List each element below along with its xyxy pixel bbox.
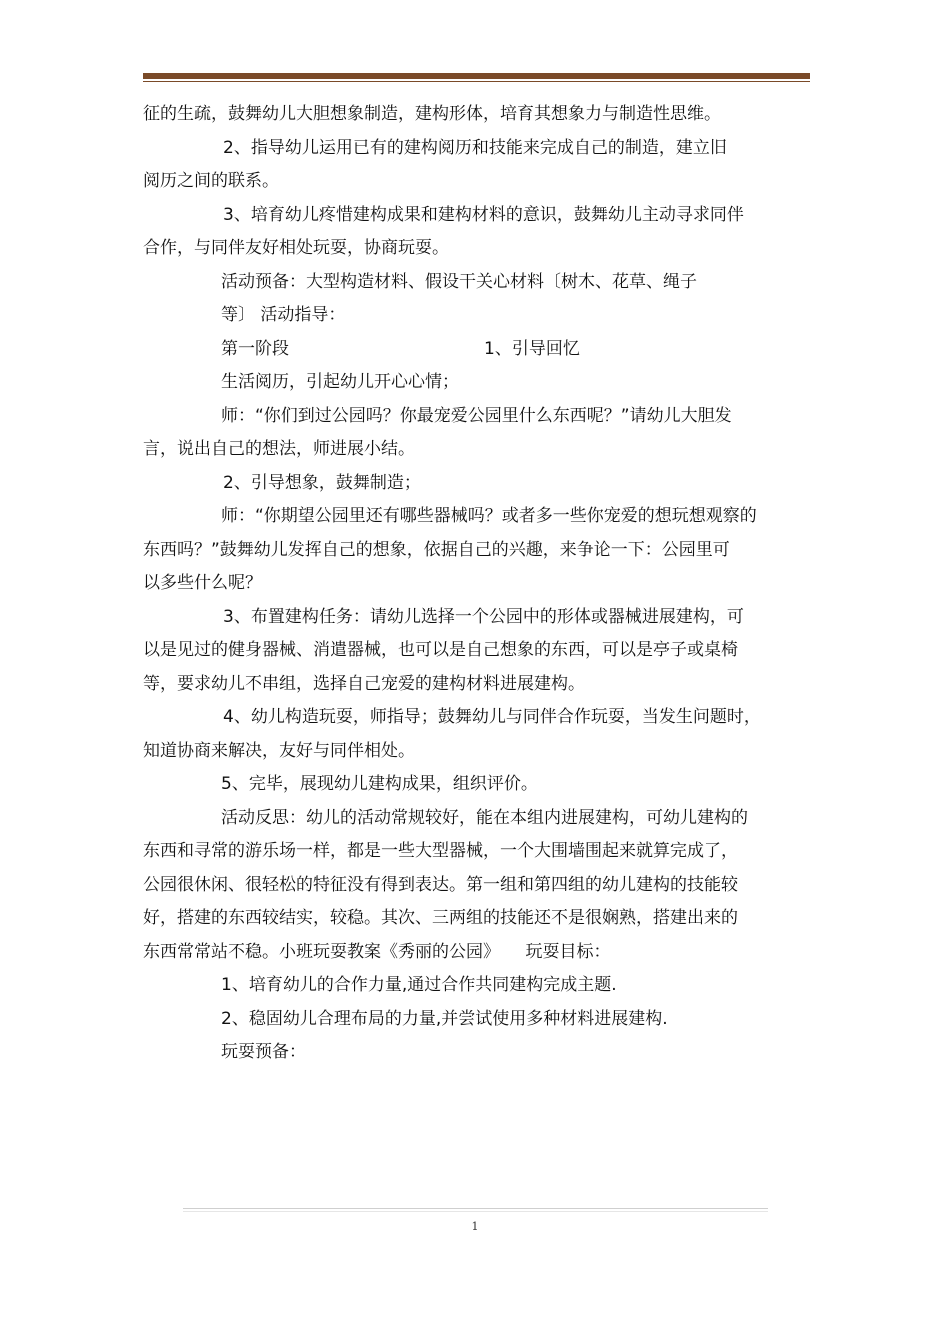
footer-rule-secondary bbox=[183, 1211, 768, 1212]
text-line: 2、指导幼儿运用已有的建构阅历和技能来完成自己的制造，建立旧 bbox=[223, 137, 727, 158]
text-line: 东西和寻常的游乐场一样，都是一些大型器械，一个大围墙围起来就算完成了， bbox=[143, 841, 738, 861]
text-line: 4、幼儿构造玩耍，师指导；鼓舞幼儿与同伴合作玩耍，当发生问题时， bbox=[223, 707, 761, 727]
header-rule-thin bbox=[143, 81, 810, 82]
text-line: 1、培育幼儿的合作力量,通过合作共同建构完成主题. bbox=[221, 975, 617, 995]
text-line: 活动预备：大型构造材料、假设干关心材料〔树木、花草、绳子 bbox=[221, 271, 697, 292]
text-line: 5、完毕，展现幼儿建构成果，组织评价。 bbox=[221, 774, 538, 794]
text-line: 征的生疏，鼓舞幼儿大胆想象制造，建构形体，培育其想象力与制造性思维。 bbox=[143, 104, 721, 124]
page-number: 1 bbox=[471, 1220, 479, 1233]
stage-step: 1、引导回忆 bbox=[484, 338, 580, 359]
text-line: 公园很休闲、很轻松的特征没有得到表达。第一组和第四组的幼儿建构的技能较 bbox=[143, 874, 738, 895]
stage-label: 第一阶段 bbox=[221, 338, 289, 359]
footer-rule bbox=[183, 1208, 768, 1209]
text-line: 师：“你期望公园里还有哪些器械吗？或者多一些你宠爱的想玩想观察的 bbox=[221, 506, 757, 526]
text-line: 以多些什么呢？ bbox=[143, 573, 262, 593]
text-line: 言，说出自己的想法，师进展小结。 bbox=[143, 439, 415, 459]
text-line: 以是见过的健身器械、消遣器械，也可以是自己想象的东西，可以是亭子或桌椅 bbox=[143, 640, 738, 660]
text-line: 好，搭建的东西较结实，较稳。其次、三两组的技能还不是很娴熟，搭建出来的 bbox=[143, 908, 738, 928]
text-line: 等〕 活动指导： bbox=[221, 305, 346, 325]
text-line: 知道协商来解决，友好与同伴相处。 bbox=[143, 740, 415, 761]
text-line: 阅历之间的联系。 bbox=[143, 171, 279, 191]
text-line: 东西吗？”鼓舞幼儿发挥自己的想象，依据自己的兴趣，来争论一下：公园里可 bbox=[143, 539, 730, 560]
text-line: 生活阅历，引起幼儿开心心情； bbox=[221, 372, 459, 392]
text-line: 2、稳固幼儿合理布局的力量,并尝试使用多种材料进展建构. bbox=[221, 1008, 668, 1029]
text-line: 2、引导想象，鼓舞制造； bbox=[223, 472, 421, 493]
text-line: 合作，与同伴友好相处玩耍，协商玩耍。 bbox=[143, 238, 449, 258]
text-line: 3、培育幼儿疼惜建构成果和建构材料的意识，鼓舞幼儿主动寻求同伴 bbox=[223, 204, 744, 225]
header-rule-thick bbox=[143, 73, 810, 79]
text-line: 活动反思：幼儿的活动常规较好，能在本组内进展建构，可幼儿建构的 bbox=[221, 807, 748, 828]
text-line: 等，要求幼儿不串组，选择自己宠爱的建构材料进展建构。 bbox=[143, 673, 585, 694]
text-line: 3、布置建构任务：请幼儿选择一个公园中的形体或器械进展建构，可 bbox=[223, 606, 744, 627]
stage-line bbox=[143, 333, 823, 367]
text-line: 玩耍预备： bbox=[221, 1042, 306, 1062]
text-line: 东西常常站不稳。小班玩耍教案《秀丽的公园》 玩耍目标： bbox=[143, 941, 611, 962]
text-line: 师：“你们到过公园吗？你最宠爱公园里什么东西呢？”请幼儿大胆发 bbox=[221, 405, 732, 426]
document-body bbox=[143, 98, 823, 1070]
